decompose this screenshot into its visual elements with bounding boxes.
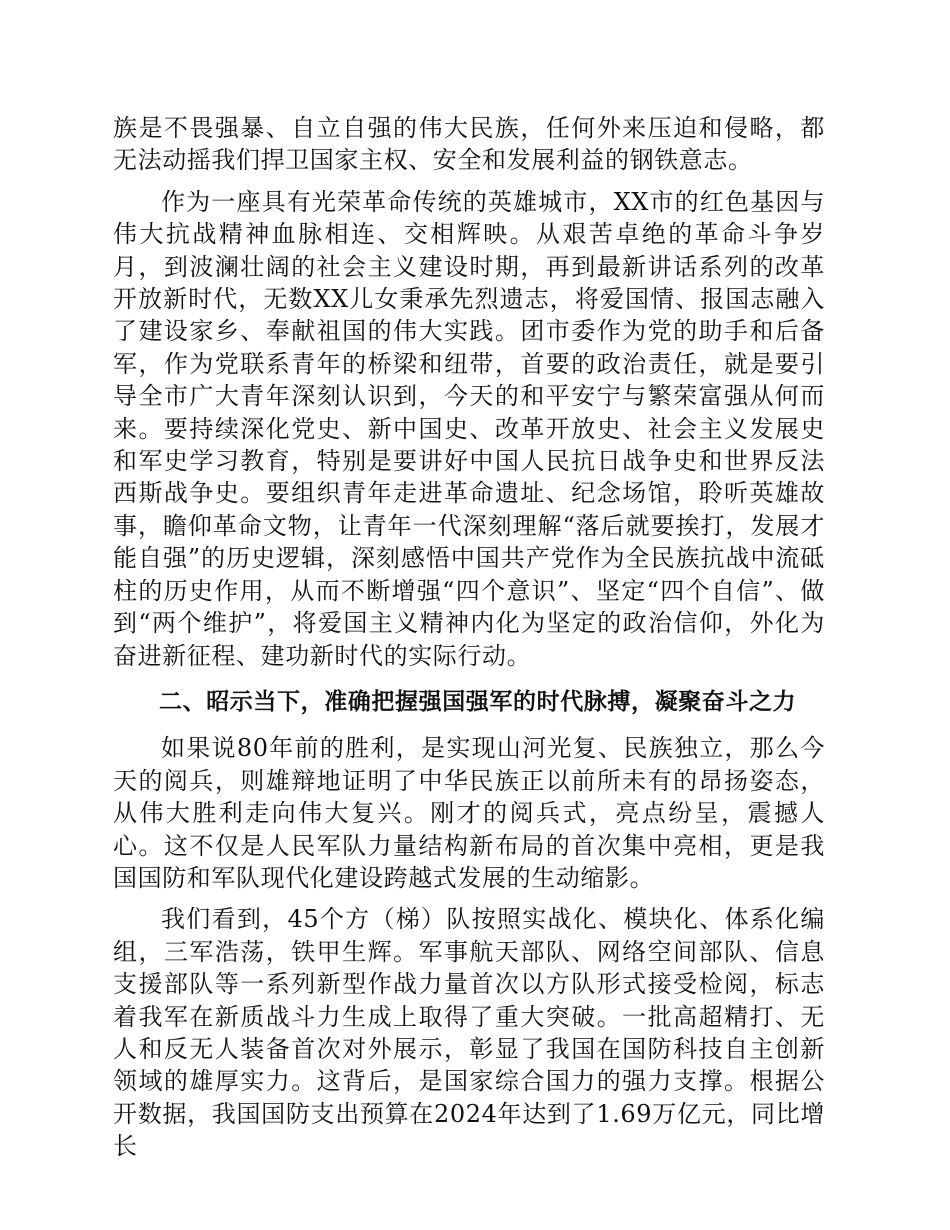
section-heading: 二、昭示当下，准确把握强国强军的时代脉搏，凝聚奋斗之力: [159, 688, 797, 715]
document-body: [113, 112, 825, 1172]
paragraph-formations: 我们看到，45个方（梯）队按照实战化、模块化、体系化编组，三军浩荡，铁甲生辉。军事航天部队、网络空间部队、信息支援部队等一系列新型作战力量首次以方队形式接受检阅，标志着我军在新质战斗力生成上取得了重大突破。一批高超精打、无人和反无人装备首次对外展示，彰显了我国在国防科技自主创新领域的雄厚实力。这背后，是国家综合国力的强力支撑。根据公开数据，我国国防支出预算在2024年达到了1.69万亿元，同比增长: [113, 905, 825, 1161]
paragraph-red-gene: 作为一座具有光荣革命传统的英雄城市，XX市的红色基因与伟大抗战精神血脉相连、交相辉映。从艰苦卓绝的革命斗争岁月，到波澜壮阔的社会主义建设时期，再到最新讲话系列的改革开放新时代，无数XX儿女秉承先烈遗志，将爱国情、报国志融入了建设家乡、奉献祖国的伟大实践。团市委作为党的助手和后备军，作为党联系青年的桥梁和纽带，首要的政治责任，就是要引导全市广大青年深刻认识到，今天的和平安宁与繁荣富强从何而来。要持续深化党史、新中国史、改革开放史、社会主义发展史和军史学习教育，特别是要讲好中国人民抗日战争史和世界反法西斯战争史。要组织青年走进革命遗址、纪念场馆，聆听英雄故事，瞻仰革命文物，让青年一代深刻理解“落后就要挨打，发展才能自强”的历史逻辑，深刻感悟中国共产党作为全民族抗战中流砥柱的历史作用，从而不断增强“四个意识”、坚定“四个自信”、做到“两个维护”，将爱国主义精神内化为坚定的政治信仰，外化为奋进新征程、建功新时代的实际行动。: [113, 187, 825, 670]
paragraph-parade: 如果说80年前的胜利，是实现山河光复、民族独立，那么今天的阅兵，则雄辩地证明了中华民族正以前所未有的昂扬姿态，从伟大胜利走向伟大复兴。刚才的阅兵式，亮点纷呈，震撼人心。这不仅是人民军队力量结构新布局的首次集中亮相，更是我国国防和军队现代化建设跨越式发展的生动缩影。: [113, 734, 825, 892]
paragraph-continued: 族是不畏强暴、自立自强的伟大民族，任何外来压迫和侵略，都无法动摇我们捍卫国家主权、安全和发展利益的钢铁意志。: [113, 114, 825, 175]
